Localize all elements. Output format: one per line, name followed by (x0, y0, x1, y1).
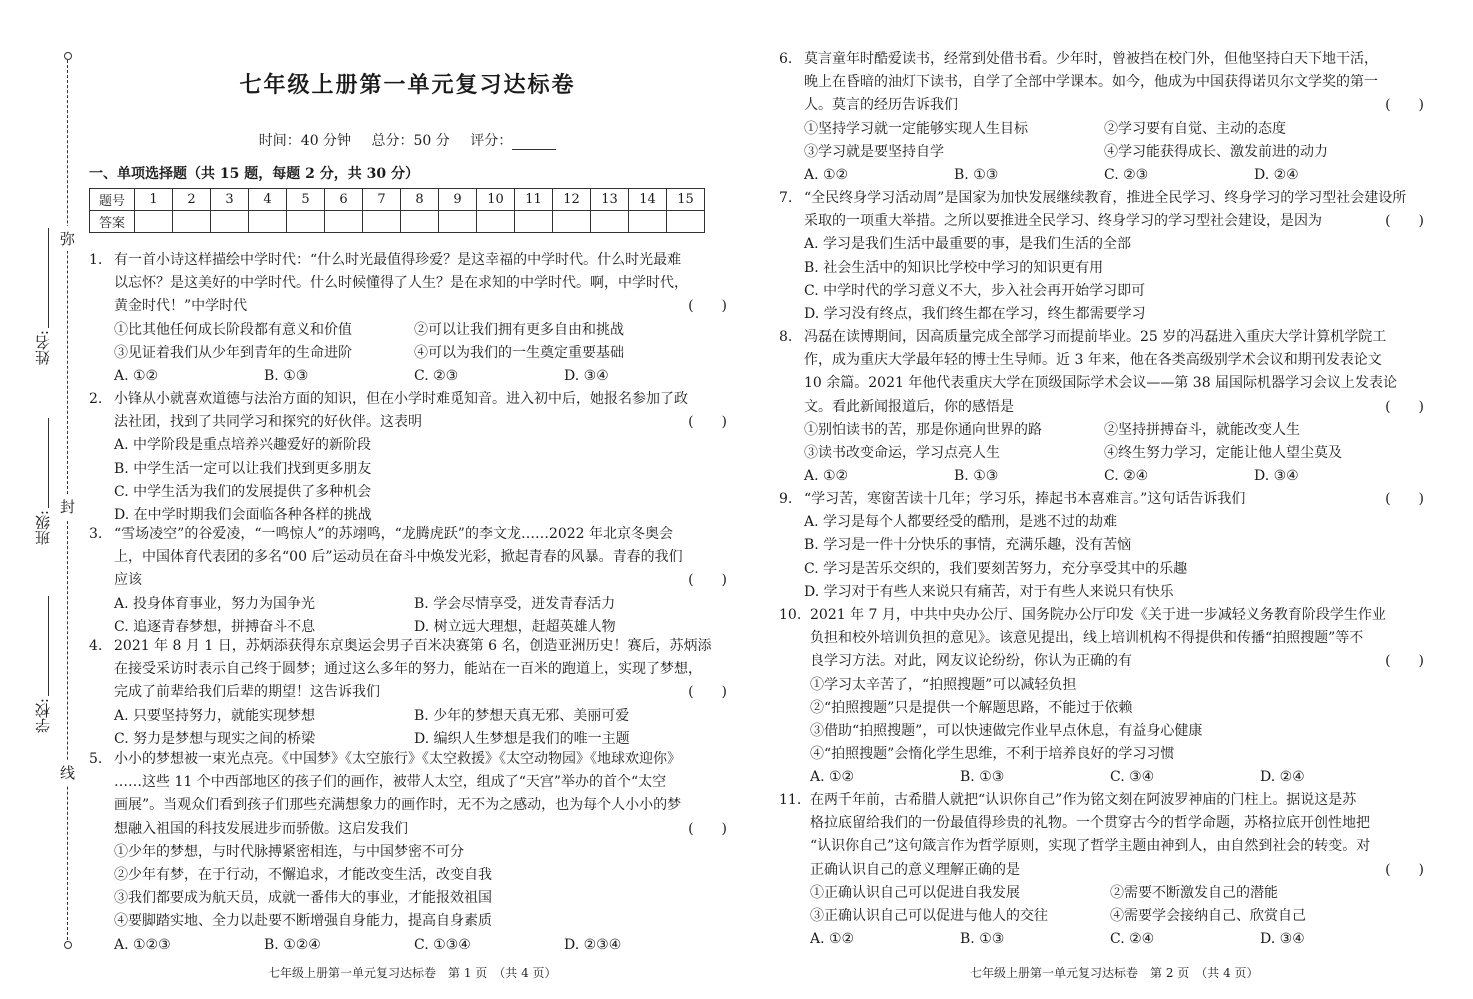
option-d[interactable]: D. 学习没有终点，我们终生都在学习，终生都需要学习 (804, 305, 1146, 322)
option-c[interactable]: C. 努力是梦想与现实之间的桥梁 (114, 730, 316, 747)
option-c[interactable]: C. 中学时代的学习意义不大，步入社会再开始学习即可 (804, 282, 1146, 299)
question-number: 2. (89, 391, 103, 407)
q-number-cell: 10 (477, 189, 515, 211)
name-field-rule (48, 228, 49, 328)
question-stem-line: 格拉底留给我们的一份最值得珍贵的礼物。一个贯穿古今的哲学命题，苏格拉底开创性地把 (810, 815, 1370, 832)
question-stem-line: 负担和校外培训负担的意见》。该意见提出，线上培训机构不得提供和传播“拍照搜题”等不 (810, 630, 1364, 647)
answer-parentheses[interactable]: ( ) (688, 684, 727, 701)
option-c[interactable]: C. ②④ (1104, 468, 1149, 485)
statement-3: ③借助“拍照搜题”，可以快速做完作业早点休息，有益身心健康 (810, 722, 1203, 739)
total-score: 总分：50 分 (371, 133, 450, 149)
statement-2: ②少年有梦，在于行动，不懈追求，才能改变生活，改变自我 (114, 866, 492, 883)
option-c[interactable]: C. ②③ (1104, 166, 1149, 183)
question-stem-line: 正确认识自己的意义理解正确的是 (810, 861, 1020, 878)
answer-cell[interactable] (211, 211, 249, 233)
binding-hole-bottom (64, 941, 72, 949)
question-stem-line: 作，成为重庆大学最年轻的博士生导师。近 3 年来，他在各类高级别学术会议和期刊发表论文 (804, 352, 1382, 369)
question-stem-line: “认识你自己”这句箴言作为哲学原则，实现了哲学主题由神到人，由自然到社会的转变。对 (810, 838, 1371, 855)
question-stem-line: 2021 年 7 月，中共中央办公厅、国务院办公厅印发《关于进一步减轻义务教育阶段学生作业 (810, 607, 1386, 623)
binding-margin (0, 0, 85, 999)
answer-parentheses[interactable]: ( ) (688, 414, 727, 431)
q-number-cell: 3 (211, 189, 249, 211)
statement-1: ①正确认识自己可以促进自我发展 (810, 884, 1020, 901)
class-field-label: 班级: (34, 510, 52, 546)
statement-4: ④“拍照搜题”会惰化学生思维，不利于培养良好的学习习惯 (810, 746, 1175, 763)
option-b[interactable]: B. ①③ (264, 367, 309, 384)
statement-3: ③学习就是要坚持自学 (804, 143, 944, 160)
question-stem-line: 人。莫言的经历告诉我们 (804, 97, 958, 114)
option-a[interactable]: A. ①② (804, 166, 849, 183)
statement-4: ④学习能获得成长、激发前进的动力 (1104, 143, 1328, 160)
answer-cell[interactable] (553, 211, 591, 233)
question-stem-line: 文。看此新闻报道后，你的感悟是 (804, 398, 1014, 415)
option-b[interactable]: B. 中学生活一定可以让我们找到更多朋友 (114, 460, 372, 477)
answer-parentheses[interactable]: ( ) (1385, 861, 1424, 878)
q-number-cell: 11 (515, 189, 553, 211)
statement-4: ④需要学会接纳自己、欣赏自己 (1110, 907, 1306, 924)
option-c[interactable]: C. ②④ (1110, 931, 1155, 948)
q-number-cell: 14 (629, 189, 667, 211)
option-b[interactable]: B. 社会生活中的知识比学校中学习的知识更有用 (804, 259, 1104, 276)
option-a[interactable]: A. ①② (804, 468, 849, 485)
q-number-cell: 1 (135, 189, 173, 211)
answer-cell[interactable] (667, 211, 705, 233)
option-b[interactable]: B. ①③ (954, 166, 999, 183)
option-a[interactable]: A. 只要坚持努力，就能实现梦想 (114, 707, 316, 724)
q-number-cell: 9 (439, 189, 477, 211)
answer-cell[interactable] (629, 211, 667, 233)
question-number: 5. (89, 751, 103, 767)
answer-table-head-label: 题号 (90, 189, 135, 211)
question-stem-line: ……这些 11 个中西部地区的孩子们的画作，被带人太空，组成了“天宫”举办的首个“太空 (114, 774, 667, 791)
question-stem-line: 画展”。当观众们看到孩子们那些充满想象力的画作时，无不为之感动，也为每个人小小的梦 (114, 797, 682, 814)
question-stem-line: 应该 (114, 572, 142, 589)
statement-2: ②“拍照搜题”只是提供一个解题思路，不能过于依赖 (810, 699, 1133, 716)
answer-cell[interactable] (477, 211, 515, 233)
question-number: 8. (779, 329, 793, 345)
question-stem-line: 10 余篇。2021 年他代表重庆大学在顶级国际学术会议——第 38 届国际机器学习会议上发表论 (804, 375, 1398, 392)
answer-table (89, 188, 705, 233)
option-c[interactable]: C. 中学生活为我们的发展提供了多种机会 (114, 483, 372, 500)
answer-cell[interactable] (439, 211, 477, 233)
question-number: 7. (779, 190, 793, 206)
option-a[interactable]: A. 学习是我们生活中最重要的事，是我们生活的全部 (804, 236, 1132, 253)
option-b[interactable]: B. 学会尽情享受，迸发青春活力 (414, 595, 616, 612)
answer-parentheses[interactable]: ( ) (1385, 213, 1424, 230)
question-stem-line: 冯磊在读博期间，因高质量完成全部学习而提前毕业。25 岁的冯磊进入重庆大学计算机学院工 (804, 329, 1387, 345)
question-stem-line: “学习苦，寒窗苦读十几年；学习乐，捧起书本喜难言。”这句话告诉我们 (804, 491, 1246, 507)
answer-cell[interactable] (401, 211, 439, 233)
question-stem-line: 小小的梦想被一束光点亮。《中国梦》《太空旅行》《太空救援》《太空动物园》《地球欢迎你》 (114, 751, 681, 767)
option-a[interactable]: A. ①②③ (114, 936, 171, 953)
question-stem-line: 莫言童年时酷爱读书，经常到处借书看。少年时，曾被挡在校门外，但他坚持白天下地干活， (804, 51, 1378, 67)
statement-1: ①少年的梦想，与时代脉搏紧密相连，与中国梦密不可分 (114, 843, 464, 860)
question-stem-line: 良学习方法。对此，网友议论纷纷，你认为正确的有 (810, 653, 1132, 670)
page-1 (85, 0, 730, 999)
answer-parentheses[interactable]: ( ) (688, 820, 727, 837)
question-stem-line: 上，中国体育代表团的多名“00 后”运动员在奋斗中焕发光彩，掀起青春的风暴。青春的我们 (114, 549, 683, 566)
answer-parentheses[interactable]: ( ) (1385, 491, 1424, 507)
answer-table-answer-label: 答案 (90, 211, 135, 233)
option-d[interactable]: D. ②④ (1260, 769, 1305, 786)
question-stem-line: 法社团，找到了共同学习和探究的好伙伴。这表明 (114, 414, 422, 431)
binding-hole-top (64, 52, 72, 60)
statement-2: ②可以让我们拥有更多自由和挑战 (414, 321, 624, 338)
q-number-cell: 5 (287, 189, 325, 211)
option-d[interactable]: D. ③④ (1260, 931, 1305, 948)
question-stem-line: 在两千年前，古希腊人就把“认识你自己”作为铭文刻在阿波罗神庙的门柱上。据说这是苏 (810, 792, 1357, 808)
statement-3: ③我们都要成为航天员，成就一番伟大的事业，才能报效祖国 (114, 890, 492, 907)
question-stem-line: 小锋从小就喜欢道德与法治方面的知识，但在小学时难觅知音。进入初中后，她报名参加了政 (114, 391, 688, 407)
q-number-cell: 12 (553, 189, 591, 211)
option-a[interactable]: A. ①② (114, 367, 159, 384)
option-a[interactable]: A. 投身体育事业，努力为国争光 (114, 595, 316, 612)
option-a[interactable]: A. 中学阶段是重点培养兴趣爱好的新阶段 (114, 437, 372, 454)
statement-2: ②坚持拼搏奋斗，就能改变人生 (1104, 421, 1300, 438)
statement-4: ④可以为我们的一生奠定重要基础 (414, 344, 624, 361)
answer-cell[interactable] (287, 211, 325, 233)
option-b[interactable]: B. 少年的梦想天真无邪、美丽可爱 (414, 707, 630, 724)
question-stem-line: 2021 年 8 月 1 日，苏炳添获得东京奥运会男子百米决赛第 6 名，创造亚洲历史！赛后，苏炳添 (114, 638, 712, 654)
option-b[interactable]: B. ①②④ (264, 936, 321, 953)
option-b[interactable]: B. ①③ (960, 769, 1005, 786)
page-footer-2: 七年级上册第一单元复习达标卷 第 2 页 （共 4 页） (970, 966, 1259, 980)
school-field-rule (48, 596, 49, 696)
q-number-cell: 13 (591, 189, 629, 211)
option-c[interactable]: C. 学习是苦乐交织的，我们要刻苦努力，充分享受其中的乐趣 (804, 560, 1188, 577)
option-d[interactable]: D. ③④ (564, 367, 609, 384)
answer-table-answer-row (90, 211, 705, 233)
answer-cell[interactable] (135, 211, 173, 233)
option-c[interactable]: C. ①③④ (414, 936, 471, 953)
class-field-rule (48, 418, 49, 508)
answer-parentheses[interactable]: ( ) (688, 572, 727, 589)
answer-cell[interactable] (249, 211, 287, 233)
option-d[interactable]: D. ②③④ (564, 936, 622, 953)
statement-1: ①比其他任何成长阶段都有意义和价值 (114, 321, 352, 338)
q-number-cell: 4 (249, 189, 287, 211)
answer-parentheses[interactable]: ( ) (1385, 398, 1424, 415)
statement-4: ④要脚踏实地、全力以赴要不断增强自身能力，提高自身素质 (114, 913, 492, 930)
answer-cell[interactable] (325, 211, 363, 233)
answer-parentheses[interactable]: ( ) (1385, 653, 1424, 670)
option-c[interactable]: C. 追逐青春梦想，拼搏奋斗不息 (114, 618, 316, 635)
answer-cell[interactable] (591, 211, 629, 233)
question-stem-line: “雪场凌空”的谷爱凌，“一鸣惊人”的苏翊鸣，“龙腾虎跃”的李文龙……2022 年北京冬奥会 (114, 526, 674, 542)
q-number-cell: 2 (173, 189, 211, 211)
question-stem-line: “全民终身学习活动周”是国家为加快发展继续教育，推进全民学习、终身学习的学习型社会建设所 (804, 190, 1407, 206)
question-stem-line: 以忘怀？是这美好的中学时代。什么时候懂得了人生？是在求知的中学时代。啊，中学时代， (114, 275, 688, 292)
score-blank (512, 135, 556, 150)
option-a[interactable]: A. ①② (810, 931, 855, 948)
page-footer-1: 七年级上册第一单元复习达标卷 第 1 页 （共 4 页） (268, 966, 557, 980)
paper-title: 七年级上册第一单元复习达标卷 (239, 72, 576, 98)
statement-1: ①学习太辛苦了，“拍照搜题”可以减轻负担 (810, 676, 1077, 693)
question-number: 3. (89, 526, 103, 542)
answer-parentheses[interactable]: ( ) (1385, 97, 1424, 114)
option-c[interactable]: C. ②③ (414, 367, 459, 384)
statement-2: ②学习要有自觉、主动的态度 (1104, 120, 1286, 137)
time-limit: 时间：40 分钟 (258, 133, 352, 149)
option-d[interactable]: D. 在中学时期我们会面临各种各样的挑战 (114, 506, 372, 523)
question-number: 10. (779, 607, 802, 623)
statement-3: ③读书改变命运，学习点亮人生 (804, 444, 1000, 461)
option-a[interactable]: A. 学习是每个人都要经受的酷刑，是逃不过的劫难 (804, 514, 1118, 531)
question-number: 4. (89, 638, 103, 654)
name-field-label: 姓名: (34, 330, 52, 366)
q-number-cell: 7 (363, 189, 401, 211)
statement-4: ④终生努力学习，定能让他人望尘莫及 (1104, 444, 1342, 461)
option-d[interactable]: D. 学习对于有些人来说只有痛苦，对于有些人来说只有快乐 (804, 583, 1174, 600)
q-number-cell: 8 (401, 189, 439, 211)
binding-char-mi: 弥 (60, 226, 75, 251)
question-stem-line: 在接受采访时表示自己终于圆梦；通过这么多年的努力，能站在一百米的跑道上，实现了梦想， (114, 661, 702, 678)
page-2 (775, 0, 1430, 999)
school-field-label: 学校: (34, 698, 52, 734)
question-stem-line: 完成了前辈给我们后辈的期望！这告诉我们 (114, 684, 380, 701)
option-d[interactable]: D. 树立远大理想，赶超英雄人物 (414, 618, 616, 635)
answer-parentheses[interactable]: ( ) (688, 298, 727, 315)
option-d[interactable]: D. ②④ (1254, 166, 1299, 183)
answer-cell[interactable] (173, 211, 211, 233)
question-stem-line: 有一首小诗这样描绘中学时代：“什么时光最值得珍爱？是这幸福的中学时代。什么时光最难 (114, 252, 682, 268)
option-b[interactable]: B. ①③ (954, 468, 999, 485)
question-number: 1. (89, 252, 103, 268)
binding-char-xian: 线 (60, 760, 75, 785)
question-stem-line: 黄金时代！”中学时代 (114, 298, 248, 315)
exam-meta (85, 130, 730, 150)
option-b[interactable]: B. ①③ (960, 931, 1005, 948)
option-d[interactable]: D. 编织人生梦想是我们的唯一主题 (414, 730, 630, 747)
score-label: 评分： (470, 133, 556, 149)
question-stem-line: 晚上在昏暗的油灯下读书，自学了全部中学课本。如今，他成为中国获得诺贝尔文学奖的第一 (804, 74, 1378, 91)
question-stem-line: 想融入祖国的科技发展进步而骄傲。这启发我们 (114, 820, 408, 837)
question-number: 9. (779, 491, 793, 507)
question-number: 11. (779, 792, 802, 808)
binding-char-feng: 封 (60, 494, 75, 519)
statement-1: ①坚持学习就一定能够实现人生目标 (804, 120, 1028, 137)
statement-3: ③见证着我们从少年到青年的生命进阶 (114, 344, 352, 361)
q-number-cell: 15 (667, 189, 705, 211)
answer-cell[interactable] (363, 211, 401, 233)
statement-3: ③正确认识自己可以促进与他人的交往 (810, 907, 1048, 924)
question-stem-line: 采取的一项重大举措。之所以要推进全民学习、终身学习的学习型社会建设，是因为 (804, 213, 1322, 230)
section-heading: 一、单项选择题（共 15 题，每题 2 分，共 30 分） (89, 166, 419, 182)
option-d[interactable]: D. ③④ (1254, 468, 1299, 485)
statement-1: ①别怕读书的苦，那是你通向世界的路 (804, 421, 1042, 438)
statement-2: ②需要不断激发自己的潜能 (1110, 884, 1278, 901)
answer-cell[interactable] (515, 211, 553, 233)
question-number: 6. (779, 51, 793, 67)
q-number-cell: 6 (325, 189, 363, 211)
option-b[interactable]: B. 学习是一件十分快乐的事情，充满乐趣，没有苦恼 (804, 537, 1132, 554)
answer-table-head-row (90, 189, 705, 211)
option-a[interactable]: A. ①② (810, 769, 855, 786)
option-c[interactable]: C. ③④ (1110, 769, 1155, 786)
